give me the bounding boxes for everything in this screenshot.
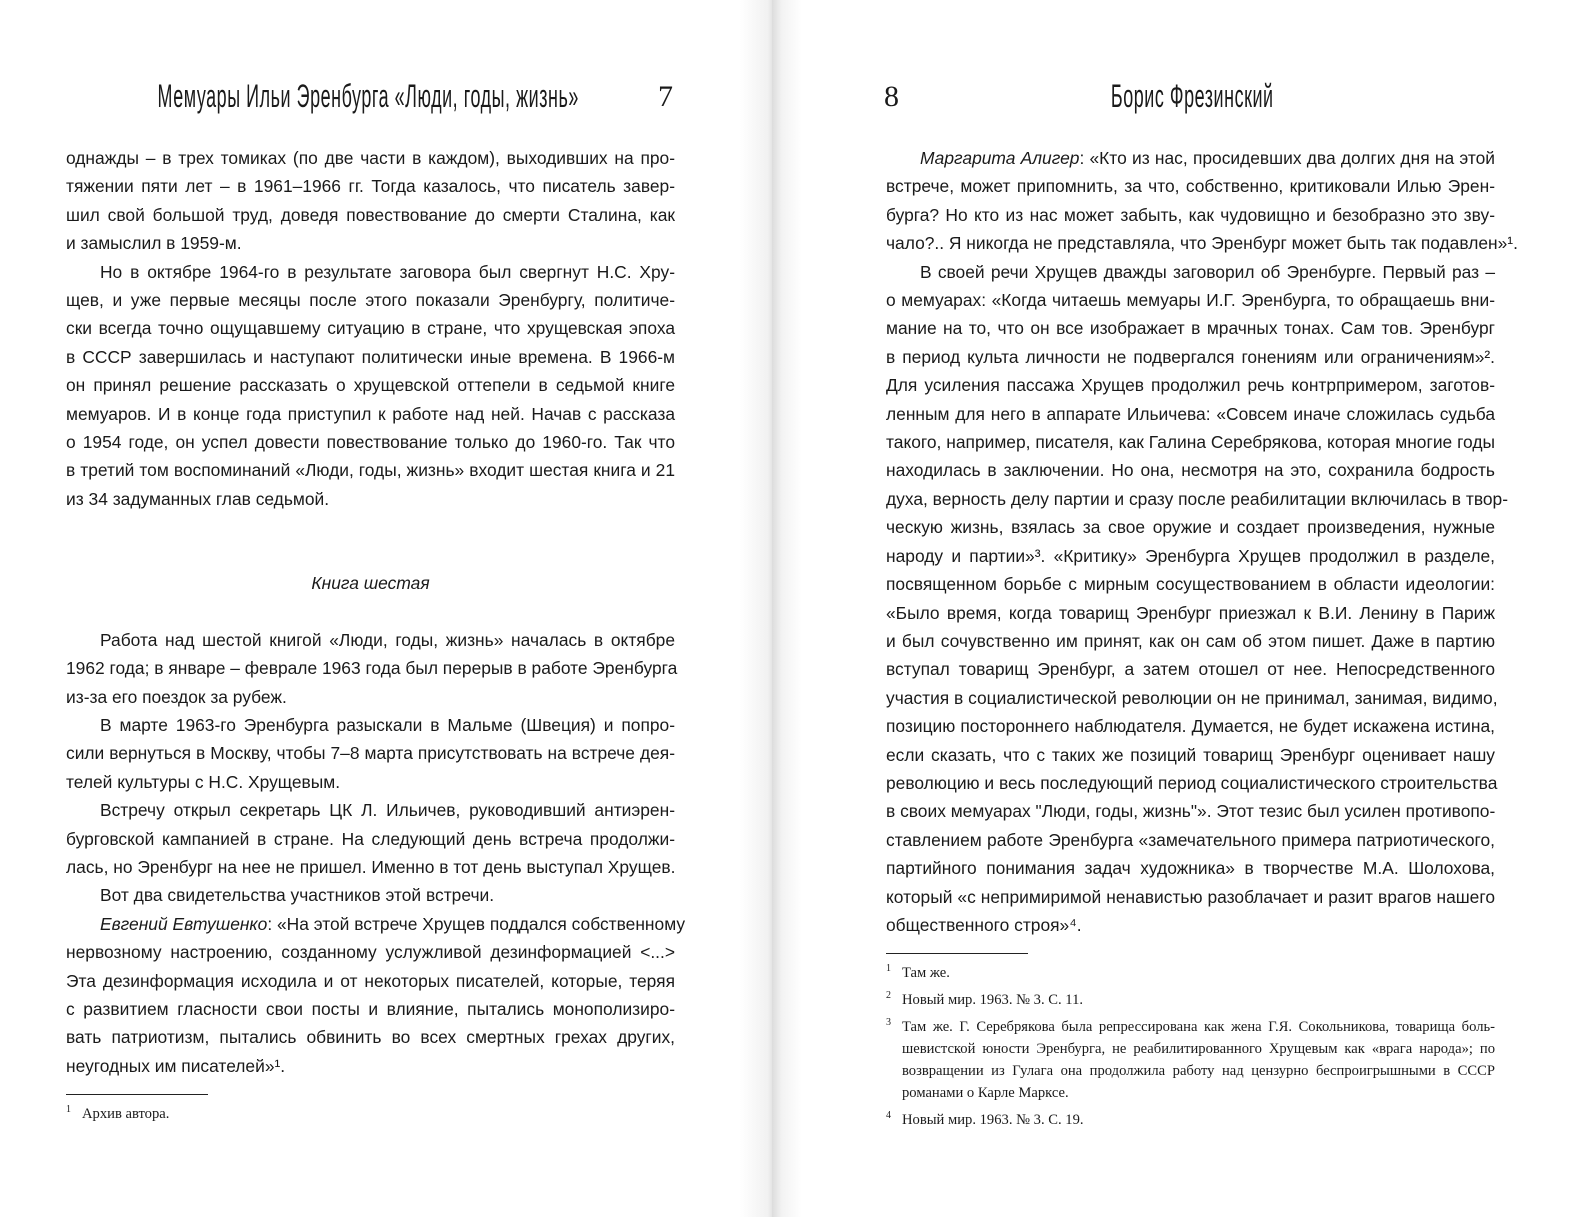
footnote-rule <box>66 1094 208 1095</box>
text-line: шил свой большой труд, доведя повествование до смерти Сталина, как <box>66 204 675 225</box>
text-line: участия в социалистической революции он не принимал, занимая, видимо, <box>886 687 1498 708</box>
speaker-name: Евгений Евтушенко <box>100 913 268 934</box>
text-line: чало?.. Я никогда не представляла, что Эренбург может быть так подавлен»¹. <box>886 233 1518 254</box>
text-line: Вот два свидетельства участников этой встречи. <box>100 885 495 906</box>
text-line: общественного строя»⁴. <box>886 914 1082 935</box>
text-line: встрече, может припомнить, за что, собственно, критиковали Илью Эрен- <box>886 176 1495 197</box>
page-body <box>886 144 1518 1131</box>
page-body <box>66 144 686 1125</box>
page-number: 8 <box>884 80 899 113</box>
paragraph <box>66 881 675 909</box>
text-line: он принял решение рассказать о хрущевской оттепели в седьмой книге <box>66 375 675 396</box>
text-line: посвященном борьбе с мирным сосуществованием в области идеологии: <box>886 574 1495 595</box>
text-line: в третий том воспоминаний «Люди, годы, жизнь» входит шестая книга и 21 <box>66 460 675 481</box>
text-line: Евгений Евтушенко: «На этой встрече Хрущев поддался собственному <box>100 913 686 934</box>
footnote-line: возвращении из Гулага она продолжила работу над цензурно беспроигрышными в СССР <box>902 1063 1495 1080</box>
text-line: щев, и уже первые месяцы после этого показали Эренбургу, политиче- <box>66 290 675 311</box>
text-line: бурговской кампанией в стране. На следующий день встреча продолжи- <box>66 828 675 849</box>
text-line: неугодных им писателей»¹. <box>66 1055 286 1076</box>
text-line: мемуаров. И в конце года приступил к работе над ней. Начав с рассказа <box>66 403 675 424</box>
text-line: партийного понимания задач художника» в творчестве М.А. Шолохова, <box>886 858 1495 879</box>
text-line: который «с непримиримой ненавистью разоблачает и разит врагов нашего <box>886 886 1495 907</box>
text-line: ленным для него в аппарате Ильичева: «Совсем иначе сложилась судьба <box>886 403 1495 424</box>
running-head-text: Борис Фрезинский <box>1110 78 1274 114</box>
paragraph <box>66 626 678 711</box>
footnote-line: шевистской юности Эренбурга, не реабилитированного Хрущевым как «врага народа»; по <box>902 1041 1495 1058</box>
text-line: ческую жизнь, взялась за свое оружие и создает произведения, нужные <box>886 517 1495 538</box>
text-line: Для усиления пассажа Хрущев продолжил речь контрпримером, заготов- <box>886 375 1495 396</box>
paragraph <box>886 144 1518 258</box>
text-line: в период культа личности не подвергался гонениям или ограничениям»². <box>886 346 1495 367</box>
footnote-line: 1 Там же. <box>886 962 1495 984</box>
text-line: Встречу открыл секретарь ЦК Л. Ильичев, руководивший антиэрен- <box>100 800 675 821</box>
text-line: телей культуры с Н.С. Хрущевым. <box>66 771 341 792</box>
paragraph <box>66 258 675 514</box>
text-line: с развитием гласности свои посты и влияние, пытались монополизиро- <box>66 998 675 1019</box>
text-line: находилась в заключении. Но она, несмотря на это, сохранила бодрость <box>886 460 1495 481</box>
text-line: В своей речи Хрущев дважды заговорил об Эренбурге. Первый раз – <box>920 261 1495 282</box>
text-line: и был сочувственно им принят, как он сам об этом пишет. Даже в партию <box>886 630 1495 651</box>
footnote-mark: 4 <box>886 1110 891 1122</box>
speaker-name: Маргарита Алигер <box>920 148 1080 168</box>
text-line: В марте 1963-го Эренбурга разыскали в Мальме (Швеция) и попро- <box>100 714 675 735</box>
text-line: вступал товарищ Эренбург, а затем отошел от нее. Непосредственного <box>886 659 1495 680</box>
text-line: тяжении пяти лет – в 1961–1966 гг. Тогда казалось, что писатель завер- <box>66 176 675 197</box>
footnote <box>886 1109 1495 1131</box>
footnote <box>886 962 1495 984</box>
text-line: «Было время, когда товарищ Эренбург приезжал к В.И. Ленину в Париж <box>886 602 1495 623</box>
text-line: в своих мемуарах "Люди, годы, жизнь"». Этот тезис был усилен противопо- <box>886 801 1496 822</box>
footnote-mark: 1 <box>66 1104 71 1116</box>
text-line: если сказать, что с таких же позиций товарищ Эренбург оценивает нашу <box>886 744 1495 765</box>
text-line: из-за его поездок за рубеж. <box>66 686 287 707</box>
text-line: Но в октябре 1964-го в результате заговора был свергнут Н.С. Хру- <box>100 261 675 282</box>
text-line: революцию и весь последующий период социалистического строительства <box>886 772 1498 793</box>
text-line: мание на то, что он все изображает в мрачных тонах. Сам тов. Эренбург <box>886 318 1495 339</box>
footnote-line: 2 Новый мир. 1963. № 3. С. 11. <box>886 989 1495 1011</box>
footnote <box>886 1016 1495 1104</box>
footnote-line: романами о Карле Марксе. <box>902 1085 1069 1102</box>
text-line: из 34 задуманных глав седьмой. <box>66 488 330 509</box>
footnote-rule <box>886 953 1028 954</box>
footnote <box>886 989 1495 1011</box>
text-line: Эта дезинформация исходила и от некоторых писателей, которые, теряя <box>66 970 675 991</box>
text-line: 1962 года; в январе – феврале 1963 года был перерыв в работе Эренбурга <box>66 658 678 679</box>
text-line: народу и партии»³. «Критику» Эренбурга Хрущев продолжил в разделе, <box>886 545 1495 566</box>
section-heading: Книга шестая <box>311 573 430 594</box>
text-line: такого, например, писателя, как Галина Серебрякова, которая многие годы <box>886 432 1495 453</box>
right-page <box>772 0 1577 1217</box>
text-line: бурга? Но кто из нас может забыть, как чудовищно и безобразно это зву- <box>886 204 1495 225</box>
text-line: и замыслил в 1959-м. <box>66 233 242 254</box>
running-head-text: Мемуары Ильи Эренбурга «Люди, годы, жизнь» <box>157 78 579 114</box>
text-line: Работа над шестой книгой «Люди, годы, жизнь» началась в октябре <box>100 629 675 650</box>
text-line: о 1954 годе, он успел довести повествование только до 1960-го. Так что <box>66 432 675 453</box>
footnote-line: 3 Там же. Г. Серебрякова была репрессирована как жена Г.Я. Сокольникова, товарища боль- <box>886 1016 1495 1038</box>
footnote-mark: 3 <box>886 1017 891 1029</box>
text-line: в СССР завершилась и наступают политически иные времена. В 1966-м <box>66 346 675 367</box>
text-line: вать патриотизм, пытались обвинить во всех смертных грехах других, <box>66 1027 675 1048</box>
text-line: духа, верность делу партии и сразу после реабилитации включилась в твор- <box>886 488 1509 509</box>
text-line: Маргарита Алигер: «Кто из нас, просидевших два долгих дня на этой <box>920 148 1495 168</box>
paragraph <box>66 144 675 258</box>
footnote-mark: 2 <box>886 990 891 1002</box>
running-head <box>150 78 586 115</box>
text-line: нервозному настроению, созданному услужливой дезинформацией <...> <box>66 942 675 963</box>
running-head <box>1072 78 1312 115</box>
paragraph <box>886 258 1509 940</box>
footnote-line: 1 Архив автора. <box>66 1103 675 1125</box>
footnote-line: 4 Новый мир. 1963. № 3. С. 19. <box>886 1109 1495 1131</box>
text-line: лась, но Эренбург на нее не пришел. Именно в тот день выступал Хрущев. <box>66 856 676 877</box>
page-number: 7 <box>658 80 673 113</box>
text-line: о мемуарах: «Когда читаешь мемуары И.Г. Эренбурга, то обращаешь вни- <box>886 290 1495 311</box>
left-page <box>0 0 772 1217</box>
text-line: сили вернуться в Москву, чтобы 7–8 марта присутствовать на встрече дея- <box>66 743 675 764</box>
paragraph <box>66 711 675 796</box>
text-line: однажды – в трех томиках (по две части в каждом), выходивших на про- <box>66 148 675 168</box>
paragraph <box>66 910 686 1080</box>
footnote <box>66 1103 675 1125</box>
paragraph <box>66 796 675 881</box>
footnote-mark: 1 <box>886 963 891 975</box>
text-line: позицию постороннего наблюдателя. Думается, не будет искажена истина, <box>886 716 1495 737</box>
text-line: ставлением работе Эренбурга «замечательного примера патриотического, <box>886 829 1495 850</box>
text-line: ски всегда точно ощущавшему ситуацию в стране, что хрущевская эпоха <box>66 318 675 339</box>
